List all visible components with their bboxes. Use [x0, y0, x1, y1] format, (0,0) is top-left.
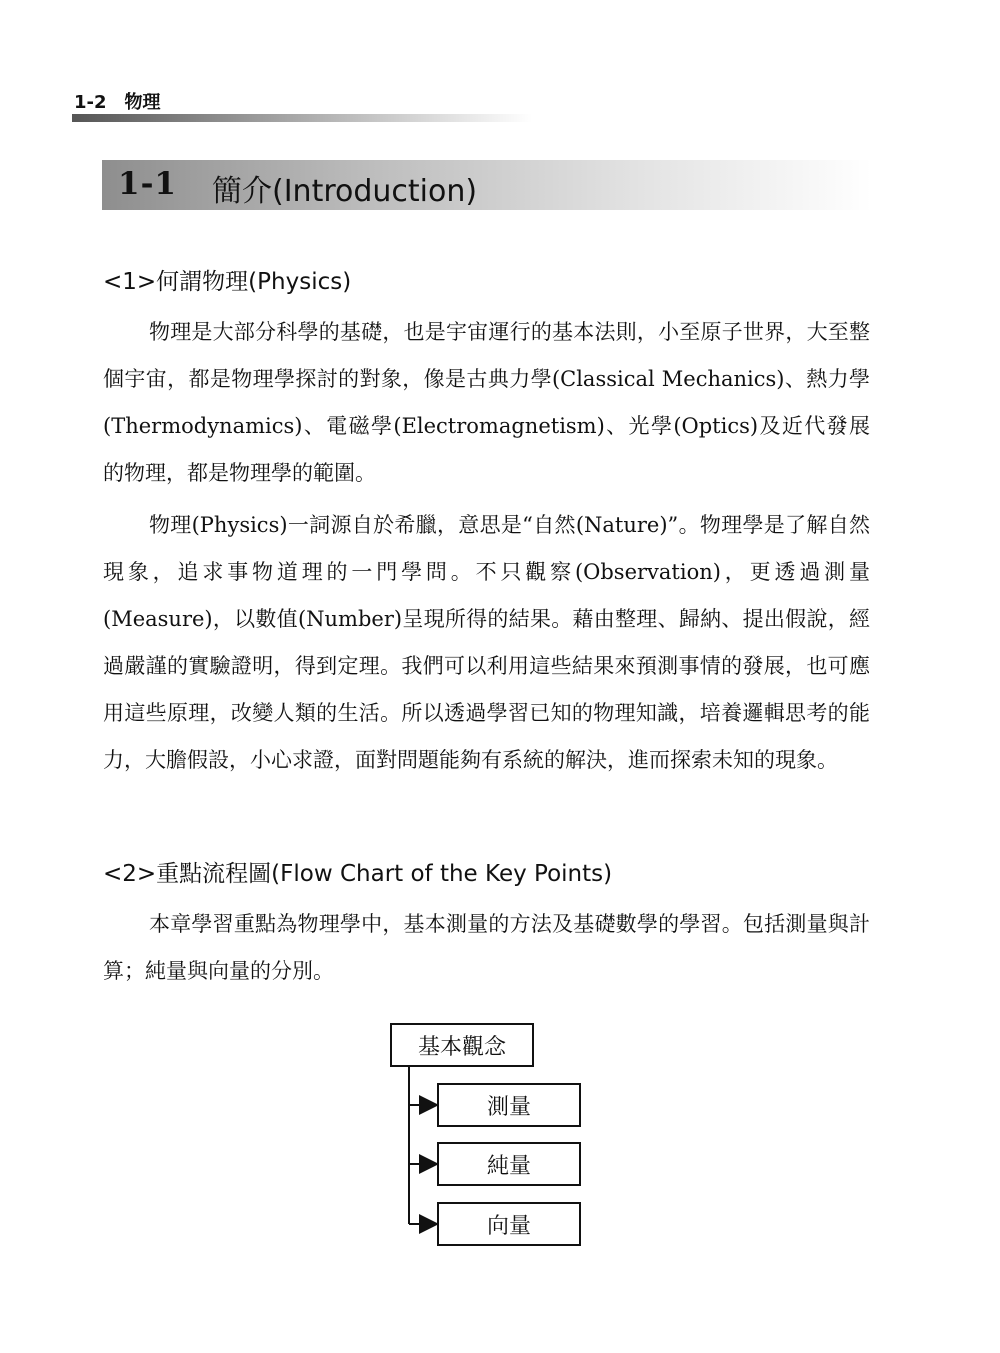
subsection-heading-flowchart: <2>重點流程圖(Flow Chart of the Key Points)	[103, 861, 613, 887]
section-number: 1-1	[118, 166, 178, 202]
flow-box-scalar: 純量	[437, 1142, 581, 1186]
flow-box-vector: 向量	[437, 1202, 581, 1246]
flow-box-measurement: 測量	[437, 1083, 581, 1127]
paragraph-physics-origin: 物理(Physics)一詞源自於希臘，意思是“自然(Nature)”。物理學是了解自然現象，追求事物道理的一門學問。不只觀察(Observation)，更透過測量(Measure)，以數值(Number)呈現所得的結果。藉由整理、歸納、提出假說，經過嚴謹的實驗證明，得到定理。我們可以利用這些結果來預測事情的發展，也可應用這些原理，改變人類的生活。所以透過學習已知的物理知識，培養邏輯思考的能力，大膽假設，小心求證，面對問題能夠有系統的解決，進而探索未知的現象。	[103, 513, 870, 772]
subsection-heading-physics: <1>何謂物理(Physics)	[103, 269, 352, 295]
section-title: 簡介(Introduction)	[212, 174, 478, 209]
flow-box-basic-concepts: 基本觀念	[390, 1023, 534, 1067]
paragraph-physics-scope: 物理是大部分科學的基礎，也是宇宙運行的基本法則，小至原子世界，大至整個宇宙，都是物理學探討的對象，像是古典力學(Classical Mechanics)、熱力學(Thermodynamics)、電磁學(Electromagnetism)、光學(Optics)及近代發展的物理，都是物理學的範圍。	[103, 320, 870, 485]
paragraph-flowchart-intro: 本章學習重點為物理學中，基本測量的方法及基礎數學的學習。包括測量與計算；純量與向量的分別。	[103, 912, 870, 983]
running-head-text: 1-2 物理	[74, 92, 161, 113]
